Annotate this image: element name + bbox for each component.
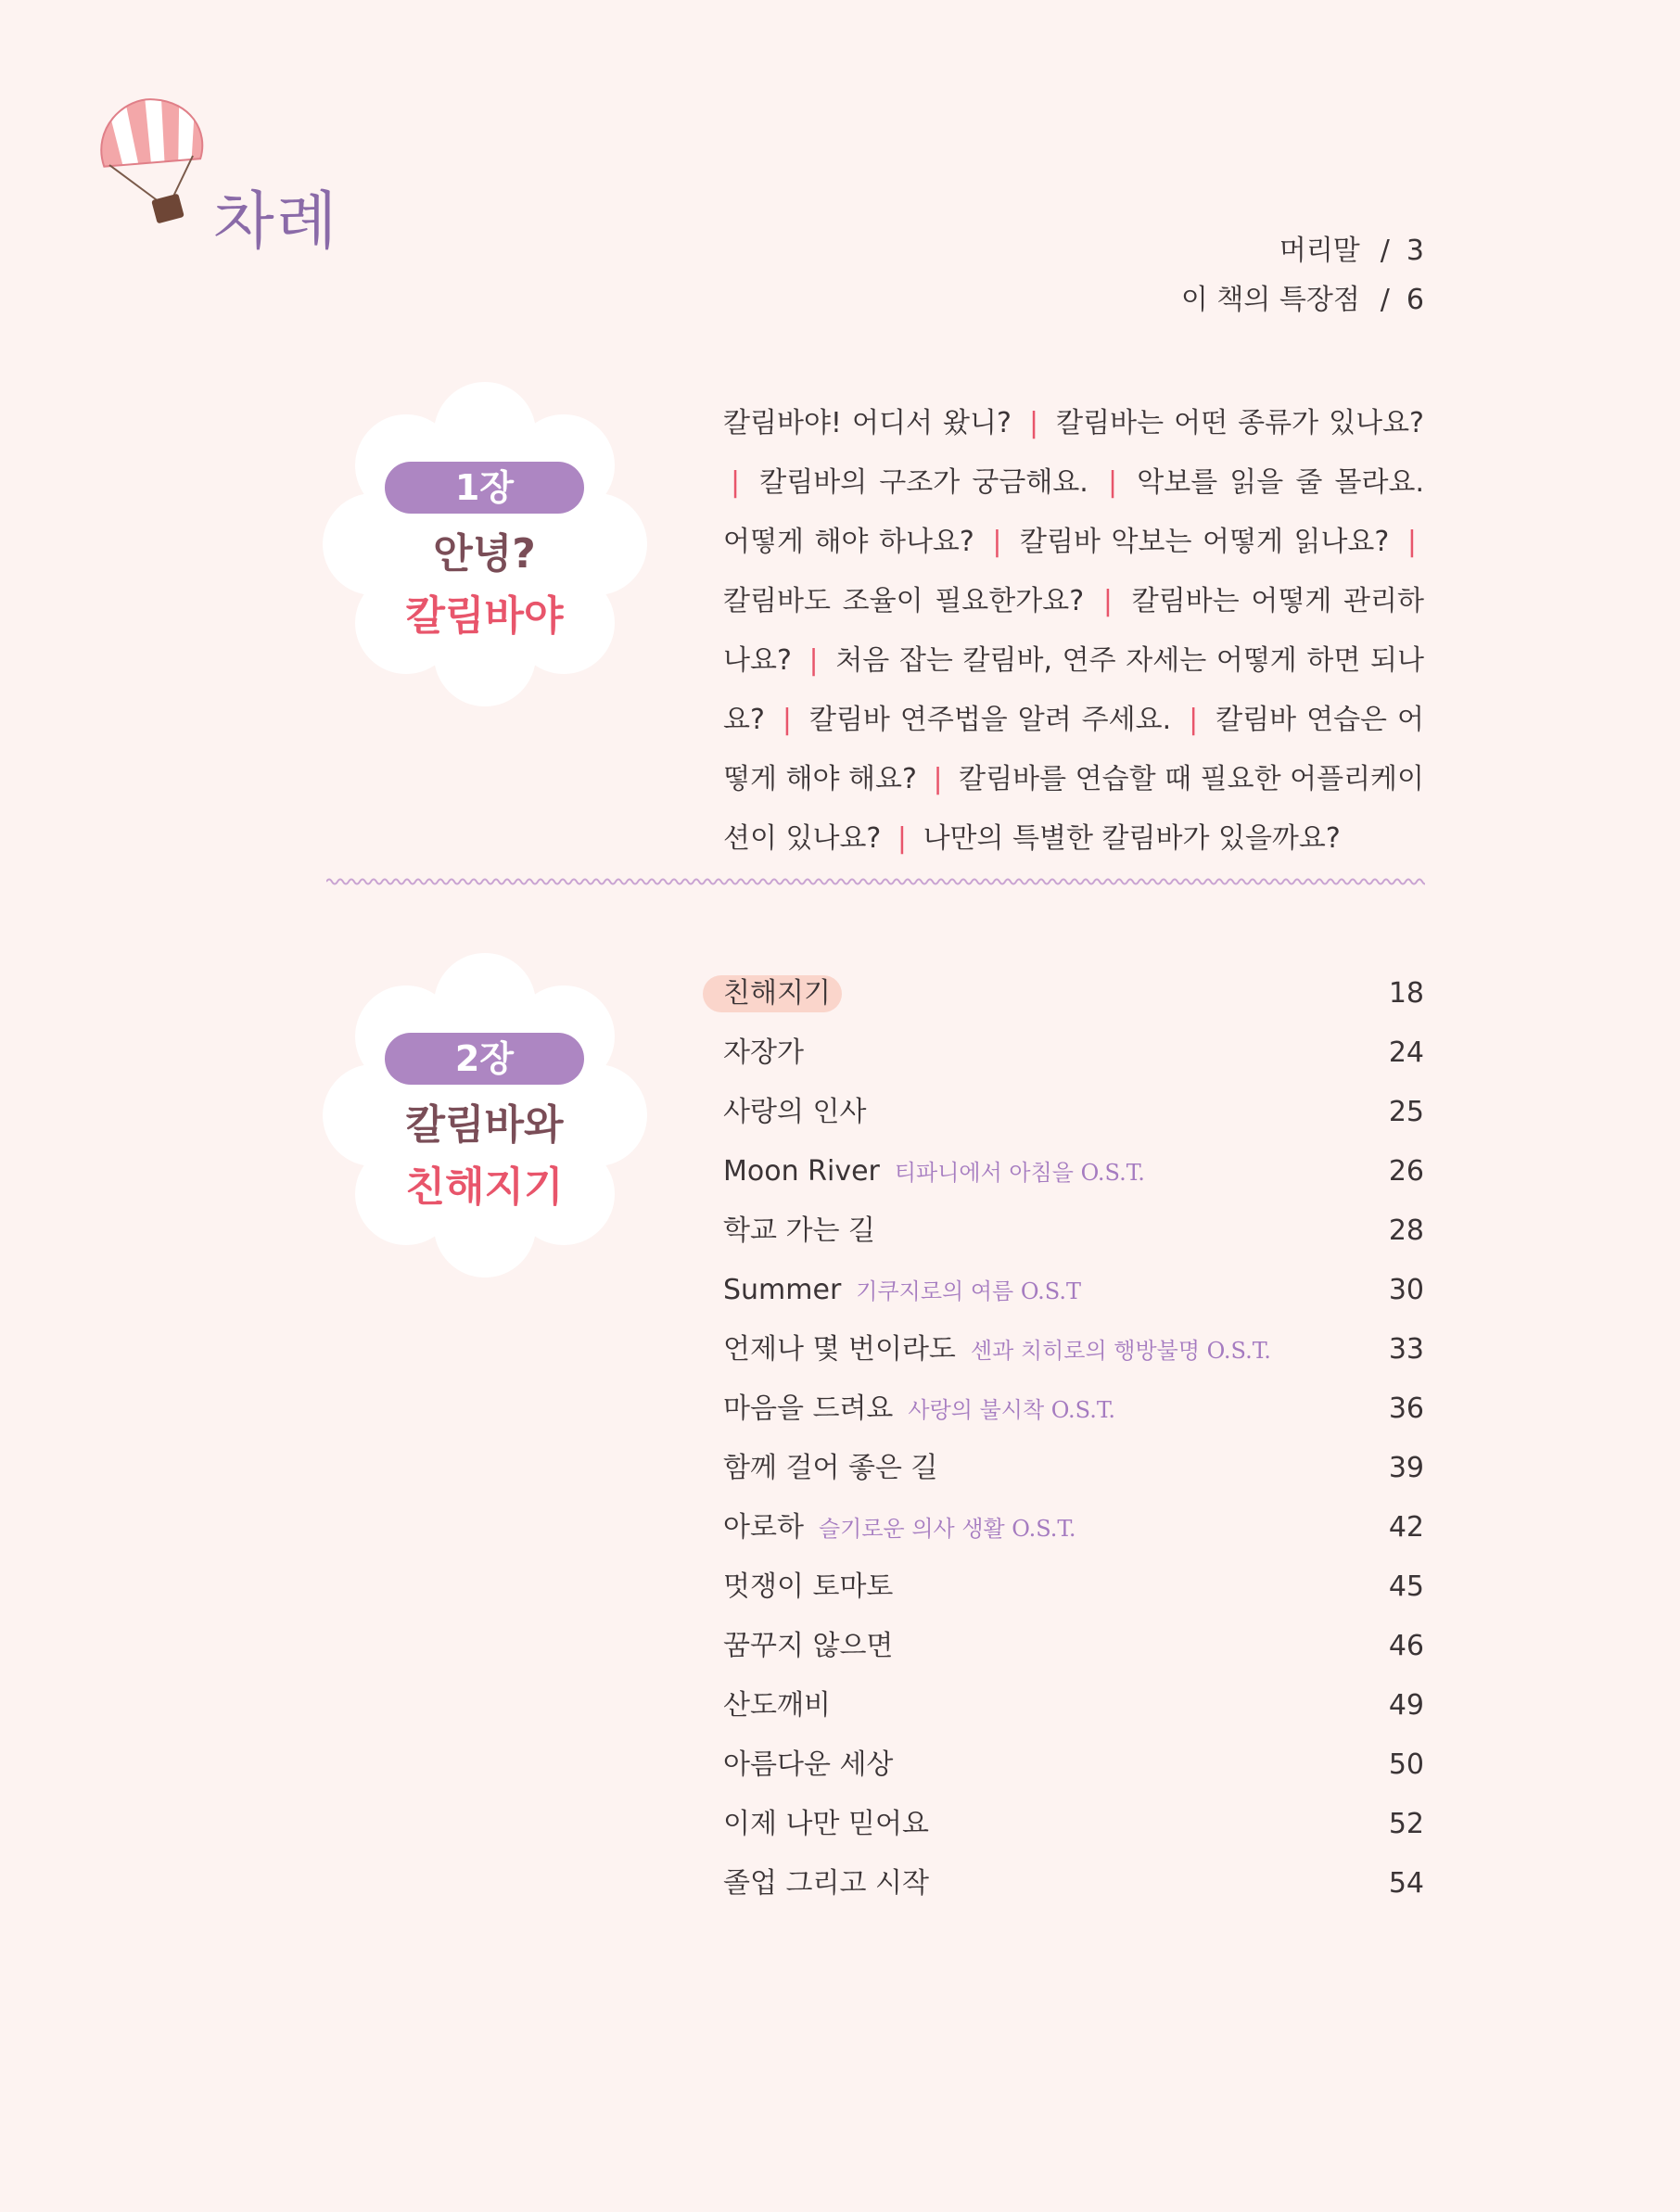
front-matter-page: 6	[1406, 284, 1424, 316]
topic-separator: |	[1406, 526, 1417, 558]
chapter-2-title-line2: 친해지기	[405, 1163, 564, 1211]
chapter-1-topic[interactable]: 칼림바는 어떻게 관리하나요?	[723, 585, 1424, 677]
topic-separator: |	[992, 526, 1002, 558]
toc-row[interactable]	[723, 1261, 1424, 1320]
topic-separator: |	[731, 466, 741, 499]
chapter-1-topic[interactable]: 처음 잡는 칼림바, 연주 자세는 어떻게 하면 되나요?	[723, 644, 1424, 736]
chapter-1-topic[interactable]: 칼림바 연습은 어떻게 해야 해요?	[723, 704, 1424, 795]
toc-page-number: 30	[1388, 1274, 1424, 1306]
front-matter-row[interactable]	[1181, 276, 1424, 317]
toc-row[interactable]	[723, 1201, 1424, 1261]
chapter-1-topic[interactable]: 나만의 특별한 칼림바가 있을까요?	[923, 822, 1341, 855]
chapter-1-topic[interactable]: 칼림바야! 어디서 왔니?	[723, 407, 1012, 439]
topic-separator: |	[933, 763, 943, 795]
front-matter-page: 3	[1406, 235, 1424, 267]
toc-song-title: 졸업 그리고 시작	[723, 1867, 929, 1900]
toc-song-title: 친해지기	[723, 977, 831, 1010]
front-matter-row[interactable]	[1279, 227, 1424, 268]
toc-song-source: 사랑의 불시착 O.S.T.	[908, 1397, 1116, 1423]
toc-page-number: 36	[1388, 1392, 1424, 1425]
toc-page-number: 50	[1388, 1748, 1424, 1781]
toc-page-number: 42	[1388, 1511, 1424, 1544]
toc-song-title: 마음을 드려요	[723, 1392, 894, 1425]
toc-song-title: 함께 걸어 좋은 길	[723, 1452, 938, 1484]
toc-page-number: 25	[1388, 1096, 1424, 1128]
front-matter-label: 머리말	[1279, 235, 1360, 267]
toc-song-title: 언제나 몇 번이라도	[723, 1333, 956, 1366]
toc-page-number: 49	[1388, 1689, 1424, 1722]
toc-page-number: 26	[1388, 1155, 1424, 1188]
toc-song-title: 자장가	[723, 1036, 804, 1069]
toc-row[interactable]	[723, 964, 1424, 1023]
toc-row[interactable]	[723, 1854, 1424, 1913]
chapter-1-topic[interactable]: 칼림바는 어떤 종류가 있나요?	[1056, 407, 1424, 439]
toc-song-title: Summer	[723, 1274, 842, 1306]
chapter-2-contents	[723, 964, 1424, 1913]
toc-song-title: 아로하	[723, 1511, 804, 1544]
topic-separator: |	[897, 822, 908, 855]
toc-song-source: 센과 치히로의 행방불명 O.S.T.	[970, 1338, 1271, 1364]
toc-song-title: 아름다운 세상	[723, 1748, 894, 1781]
toc-song-title: 멋쟁이 토마토	[723, 1570, 894, 1603]
toc-row[interactable]	[723, 1439, 1424, 1498]
wavy-divider	[326, 875, 1425, 888]
toc-song-title: 학교 가는 길	[723, 1214, 875, 1247]
toc-row[interactable]	[723, 1795, 1424, 1854]
toc-page-number: 28	[1388, 1214, 1424, 1247]
chapter-1-badge: 1장	[385, 462, 584, 514]
toc-page-number: 24	[1388, 1036, 1424, 1069]
topic-separator: |	[782, 704, 792, 736]
topic-separator: |	[1102, 585, 1113, 617]
toc-page-number: 18	[1388, 977, 1424, 1010]
topic-separator: |	[1107, 466, 1118, 499]
topic-separator: |	[1189, 704, 1199, 736]
toc-row[interactable]	[723, 1023, 1424, 1083]
toc-song-title: 꿈꾸지 않으면	[723, 1630, 894, 1662]
toc-row[interactable]	[723, 1735, 1424, 1795]
toc-page-number: 54	[1388, 1867, 1424, 1900]
toc-row[interactable]	[723, 1379, 1424, 1439]
toc-row[interactable]	[723, 1142, 1424, 1201]
chapter-1-topic[interactable]: 칼림바도 조율이 필요한가요?	[723, 585, 1085, 617]
toc-song-title: Moon River	[723, 1155, 880, 1188]
chapter-2-badge: 2장	[385, 1033, 584, 1085]
toc-song-source: 티파니에서 아침을 O.S.T.	[894, 1160, 1145, 1186]
slash-separator: /	[1380, 284, 1390, 316]
toc-row[interactable]	[723, 1676, 1424, 1735]
topic-separator: |	[808, 644, 819, 677]
front-matter-label: 이 책의 특장점	[1180, 284, 1360, 316]
toc-row[interactable]	[723, 1617, 1424, 1676]
toc-song-title: 사랑의 인사	[723, 1096, 867, 1128]
chapter-1-title-line1: 안녕?	[433, 530, 536, 578]
chapter-1-topic[interactable]: 칼림바를 연습할 때 필요한 어플리케이션이 있나요?	[723, 763, 1425, 855]
toc-song-title: 이제 나만 믿어요	[723, 1808, 929, 1840]
chapter-1-topic[interactable]: 칼림바 악보는 어떻게 읽나요?	[1020, 526, 1390, 558]
toc-row[interactable]	[723, 1320, 1424, 1379]
chapter-1-topic[interactable]: 악보를 읽을 줄 몰라요. 어떻게 해야 하나요?	[723, 466, 1424, 558]
toc-row[interactable]	[723, 1083, 1424, 1142]
toc-song-source: 슬기로운 의사 생활 O.S.T.	[818, 1516, 1076, 1542]
chapter-1-title-line2: 칼림바야	[405, 592, 564, 640]
toc-song-source: 기쿠지로의 여름 O.S.T	[856, 1278, 1081, 1304]
toc-page-number: 33	[1388, 1333, 1424, 1366]
chapter-1-topic[interactable]: 칼림바 연주법을 알려 주세요.	[808, 704, 1172, 736]
page-title: 차례	[213, 185, 339, 259]
toc-page-number: 45	[1388, 1570, 1424, 1603]
chapter-1-topic[interactable]: 칼림바의 구조가 궁금해요.	[759, 466, 1088, 499]
toc-page-number: 46	[1388, 1630, 1424, 1662]
topic-separator: |	[1028, 407, 1039, 439]
chapter-2-title-line1: 칼림바와	[405, 1101, 564, 1149]
toc-row[interactable]	[723, 1557, 1424, 1617]
toc-song-title: 산도깨비	[723, 1689, 831, 1722]
toc-row[interactable]	[723, 1498, 1424, 1557]
chapter-1-topics	[723, 394, 1424, 869]
hot-air-balloon-icon	[93, 93, 213, 232]
toc-page-number: 52	[1388, 1808, 1424, 1840]
toc-page-number: 39	[1388, 1452, 1424, 1484]
slash-separator: /	[1380, 235, 1390, 267]
